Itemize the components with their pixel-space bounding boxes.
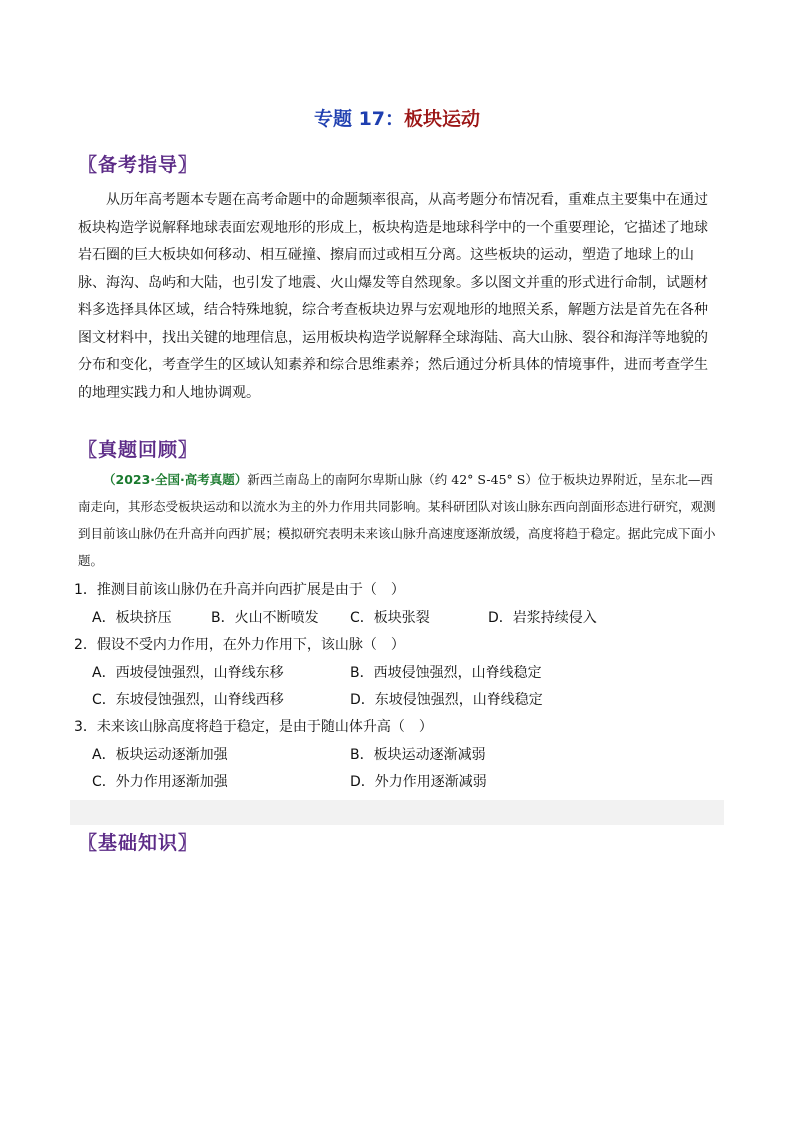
question-3-option-d[interactable]: D．外力作用逐渐减弱: [350, 774, 487, 790]
question-1-option-a[interactable]: A．板块挤压: [92, 610, 172, 626]
question-1-option-b[interactable]: B．火山不断喷发: [211, 610, 319, 626]
question-1-option-c[interactable]: C．板块张裂: [350, 610, 430, 626]
question-1-stem: 1．推测目前该山脉仍在升高并向西扩展是由于（ ）: [74, 582, 405, 598]
question-source: （2023·全国·高考真题）: [103, 472, 248, 487]
question-3-option-c[interactable]: C．外力作用逐渐加强: [92, 774, 228, 790]
material-text: 新西兰南岛上的南阿尔卑斯山脉（约 42° S-45° S）位于板块边界附近，呈东北—西南走向，其形态受板块运动和以流水为主的外力作用共同影响。某科研团队对该山脉东西向剖面形态进行研究，观测到目前该山脉仍在升高并向西扩展；模拟研究表明未来该山脉升高速度逐渐放缓，高度将趋于稳定。据此完成下面小题。: [78, 472, 716, 568]
question-2-option-d[interactable]: D．东坡侵蚀强烈，山脊线稳定: [350, 692, 543, 708]
question-3-option-b[interactable]: B．板块运动逐渐减弱: [350, 747, 486, 763]
title-prefix: 专题 17：: [313, 108, 405, 130]
question-1-option-d[interactable]: D．岩浆持续侵入: [488, 610, 597, 626]
question-2-option-c[interactable]: C．东坡侵蚀强烈，山脊线西移: [92, 692, 284, 708]
question-3-option-a[interactable]: A．板块运动逐渐加强: [92, 747, 228, 763]
question-2-option-b[interactable]: B．西坡侵蚀强烈，山脊线稳定: [350, 665, 542, 681]
section-divider-bar: [70, 800, 724, 825]
question-2-option-a[interactable]: A．西坡侵蚀强烈，山脊线东移: [92, 665, 284, 681]
section-heading-guide: 〖备考指导〗: [78, 154, 199, 176]
question-2-stem: 2．假设不受内力作用，在外力作用下，该山脉（ ）: [74, 637, 405, 653]
title-main: 板块运动: [404, 108, 481, 130]
guide-paragraph: 从历年高考题本专题在高考命题中的命题频率很高，从高考题分布情况看，重难点主要集中在通过板块构造学说解释地球表面宏观地形的形成上，板块构造是地球科学中的一个重要理论，它描述了地球岩石圈的巨大板块如何移动、相互碰撞、擦肩而过或相互分离。这些板块的运动，塑造了地球上的山脉、海沟、岛屿和大陆，也引发了地震、火山爆发等自然现象。多以图文并重的形式进行命制，试题材料多选择具体区域，结合特殊地貌，综合考查板块边界与宏观地形的地照关系，解题方法是首先在各种图文材料中，找出关键的地理信息，运用板块构造学说解释全球海陆、高大山脉、裂谷和海洋等地貌的分布和变化，考查学生的区域认知素养和综合思维素养；然后通过分析具体的情境事件，进而考查学生的地理实践力和人地协调观。: [78, 192, 708, 401]
question-material: [78, 466, 720, 574]
section-heading-basics: 〖基础知识〗: [78, 832, 199, 854]
page-title: [0, 104, 794, 131]
question-3-stem: 3．未来该山脉高度将趋于稳定，是由于随山体升高（ ）: [74, 719, 433, 735]
section-heading-review: 〖真题回顾〗: [78, 439, 199, 461]
